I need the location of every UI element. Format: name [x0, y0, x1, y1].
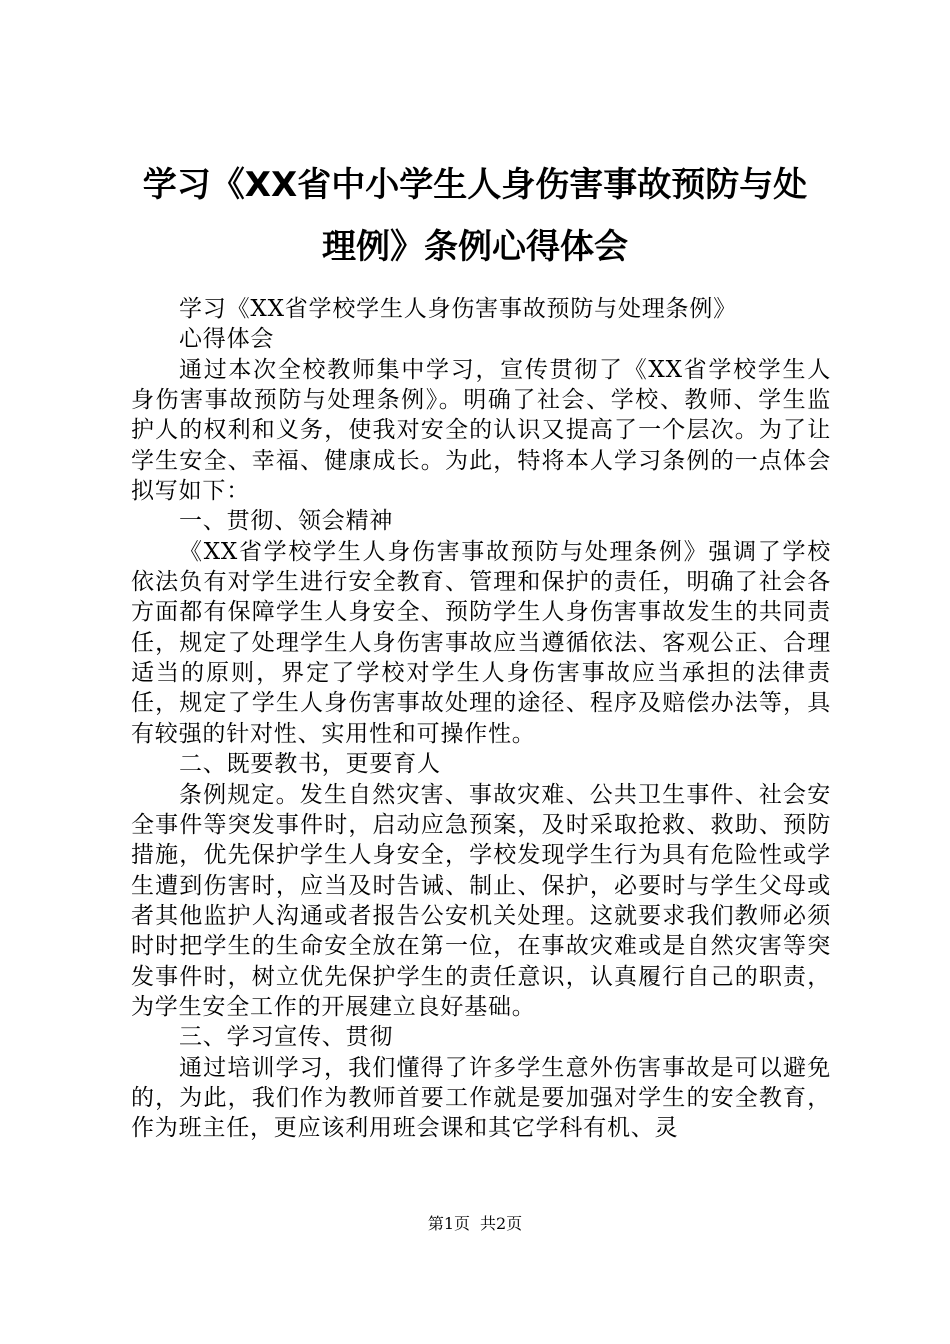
page-number-current: 第1页 [427, 1214, 470, 1233]
section-paragraph-2: 条例规定。发生自然灾害、事故灾难、公共卫生事件、社会安全事件等突发事件时，启动应急预案，及时采取抢救、救助、预防措施，优先保护学生人身安全，学校发现学生行为具有危险性或学生遭到伤害时，应当及时告诫、制止、保护，必要时与学生父母或者其他监护人沟通或者报告公安机关处理。这就要求我们教师必须时时把学生的生命安全放在第一位，在事故灾难或是自然灾害等突发事件时，树立优先保护学生的责任意识，认真履行自己的职责，为学生安全工作的开展建立良好基础。 [131, 781, 831, 1020]
section-heading-3: 三、学习宣传、贯彻 [179, 1024, 394, 1051]
page-number-total: 共2页 [480, 1214, 523, 1233]
subtitle-line-1: 学习《XX省学校学生人身伤害事故预防与处理条例》 [179, 296, 737, 322]
section-heading-2: 二、既要教书，更要育人 [179, 751, 441, 778]
document-title-line-1: 学习《XX省中小学生人身伤害事故预防与处 [142, 165, 808, 205]
document-title-line-2: 理例》条例心得体会 [322, 227, 628, 267]
subtitle-line-2: 心得体会 [179, 326, 275, 353]
page-footer [0, 1213, 950, 1235]
document-body [131, 294, 831, 1144]
section-heading-1: 一、贯彻、领会精神 [179, 508, 394, 535]
section-paragraph-1: 《XX省学校学生人身伤害事故预防与处理条例》强调了学校依法负有对学生进行安全教育、管理和保护的责任，明确了社会各方面都有保障学生人身安全、预防学生人身伤害事故发生的共同责任，规定了处理学生人身伤害事故应当遵循依法、客观公正、合理适当的原则，界定了学校对学生人身伤害事故应当承担的法律责任，规定了学生人身伤害事故处理的途径、程序及赔偿办法等，具有较强的针对性、实用性和可操作性。 [131, 538, 831, 747]
intro-paragraph: 通过本次全校教师集中学习，宣传贯彻了《XX省学校学生人身伤害事故预防与处理条例》。明确了社会、学校、教师、学生监护人的权利和义务，使我对安全的认识又提高了一个层次。为了让学生安全、幸福、健康成长。为此，特将本人学习条例的一点体会拟写如下： [131, 356, 831, 505]
section-paragraph-3: 通过培训学习，我们懂得了许多学生意外伤害事故是可以避免的，为此，我们作为教师首要工作就是要加强对学生的安全教育，作为班主任，更应该利用班会课和其它学科有机、灵 [131, 1054, 831, 1142]
